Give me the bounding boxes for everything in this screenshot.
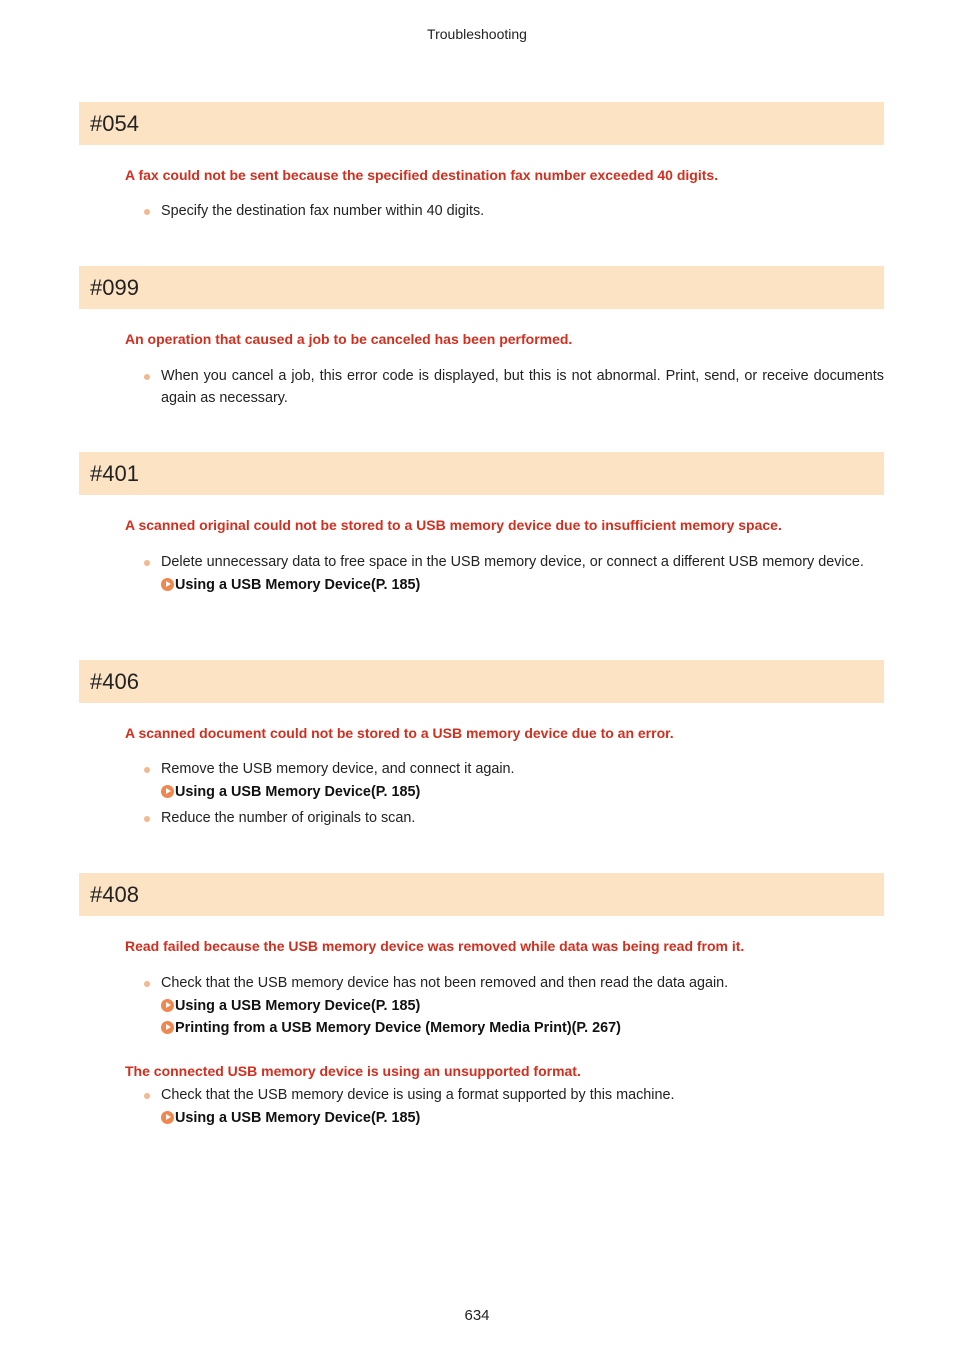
solution-text: Remove the USB memory device, and connect it again. (161, 761, 515, 777)
link-usb-memory-device[interactable] (161, 781, 884, 803)
link-usb-memory-device[interactable] (161, 1107, 884, 1129)
error-cause: The connected USB memory device is using an unsupported format. (125, 1063, 581, 1079)
error-section-408 (79, 873, 884, 1126)
running-header: Troubleshooting (427, 26, 527, 42)
solution-item (161, 552, 884, 596)
error-code-heading: #099 (79, 266, 884, 309)
error-cause: A scanned document could not be stored to a USB memory device due to an error. (125, 725, 674, 741)
arrow-right-icon (161, 1111, 174, 1124)
bullet-dot-icon (144, 816, 150, 822)
bullet-dot-icon (144, 767, 150, 773)
error-section-099 (79, 266, 884, 406)
solution-item (161, 366, 884, 409)
error-section-054 (79, 102, 884, 219)
link-memory-media-print[interactable] (161, 1017, 884, 1039)
arrow-right-icon (161, 785, 174, 798)
link-usb-memory-device[interactable] (161, 995, 884, 1017)
link-label: Using a USB Memory Device(P. 185) (175, 997, 421, 1014)
link-label: Using a USB Memory Device(P. 185) (175, 1109, 421, 1126)
link-label: Printing from a USB Memory Device (Memory Media Print)(P. 267) (175, 1019, 621, 1036)
link-usb-memory-device[interactable] (161, 574, 884, 596)
error-code-heading: #401 (79, 452, 884, 495)
solution-item (161, 973, 884, 1039)
solution-text: Specify the destination fax number within 40 digits. (161, 203, 485, 219)
bullet-dot-icon (144, 209, 150, 215)
solution-text: Reduce the number of originals to scan. (161, 810, 416, 826)
arrow-right-icon (161, 578, 174, 591)
arrow-right-icon (161, 1021, 174, 1034)
solution-item (161, 201, 884, 223)
bullet-dot-icon (144, 374, 150, 380)
arrow-right-icon (161, 999, 174, 1012)
solution-item (161, 759, 884, 803)
error-cause: A scanned original could not be stored to a USB memory device due to insufficient memory space. (125, 517, 782, 533)
error-code-heading: #054 (79, 102, 884, 145)
bullet-dot-icon (144, 981, 150, 987)
bullet-dot-icon (144, 560, 150, 566)
error-code-heading: #408 (79, 873, 884, 916)
bullet-dot-icon (144, 1093, 150, 1099)
solution-item (161, 808, 884, 830)
solution-item (161, 1085, 884, 1129)
error-section-401 (79, 452, 884, 593)
page-number: 634 (464, 1307, 490, 1324)
solution-text: When you cancel a job, this error code is displayed, but this is not abnormal. Print, send, or receive documents again as necessary. (161, 368, 884, 406)
solution-text: Check that the USB memory device is using a format supported by this machine. (161, 1087, 675, 1103)
error-code-heading: #406 (79, 660, 884, 703)
error-cause: An operation that caused a job to be canceled has been performed. (125, 331, 573, 347)
error-cause: A fax could not be sent because the specified destination fax number exceeded 40 digits. (125, 167, 719, 183)
error-cause: Read failed because the USB memory device was removed while data was being read from it. (125, 938, 745, 954)
link-label: Using a USB Memory Device(P. 185) (175, 576, 421, 593)
solution-text: Check that the USB memory device has not been removed and then read the data again. (161, 975, 729, 991)
solution-text: Delete unnecessary data to free space in the USB memory device, or connect a different USB memory device. (161, 554, 864, 570)
error-section-406 (79, 660, 884, 826)
link-label: Using a USB Memory Device(P. 185) (175, 783, 421, 800)
